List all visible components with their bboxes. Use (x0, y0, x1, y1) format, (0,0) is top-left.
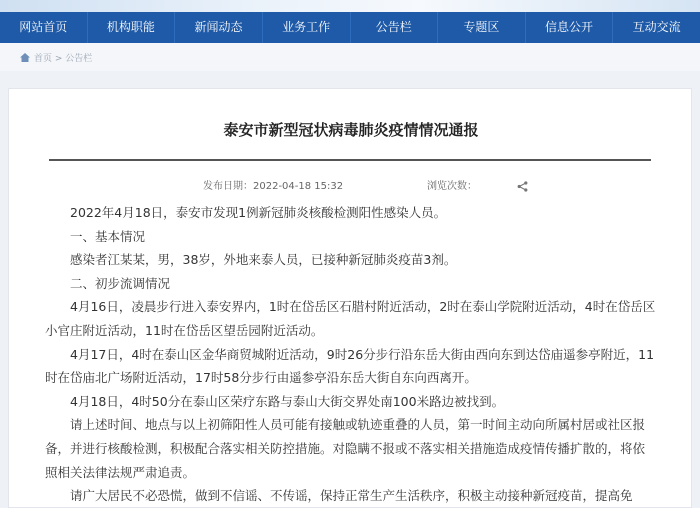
title-divider (49, 159, 651, 161)
views-label: 浏览次数： (427, 181, 477, 192)
article-body (45, 201, 657, 508)
breadcrumb-bar (0, 43, 700, 71)
nav-item-topics[interactable]: 专题区 (438, 12, 526, 43)
article-panel (8, 88, 692, 508)
section-heading: 一、基本情况 (70, 228, 146, 244)
share-icon[interactable] (517, 177, 528, 196)
nav-item-home[interactable]: 网站首页 (0, 12, 88, 43)
article-paragraph: 4月16日，凌晨步行进入泰安界内，1时在岱岳区石腊村附近活动，2时在泰山学院附近活动，4时在岱岳区小官庄附近活动，11时在岱岳区望岳园附近活动。 (45, 299, 656, 338)
main-nav (0, 12, 700, 43)
nav-item-functions[interactable]: 机构职能 (88, 12, 176, 43)
section-heading: 二、初步流调情况 (70, 275, 171, 291)
nav-item-bulletin[interactable]: 公告栏 (351, 12, 439, 43)
publish-date (203, 177, 343, 192)
breadcrumb-text[interactable]: 首页 > 公告栏 (34, 54, 93, 64)
view-count (427, 177, 477, 192)
nav-item-interaction[interactable]: 互动交流 (632, 20, 681, 34)
nav-item-news[interactable]: 新闻动态 (175, 12, 263, 43)
home-icon[interactable] (20, 53, 30, 62)
nav-item-disclosure[interactable]: 信息公开 (526, 12, 614, 43)
article-paragraph: 4月17日，4时在泰山区金华商贸城附近活动，9时26分步行沿东岳大街由西向东到达岱庙遥参亭附近，11时在岱庙北广场附近活动，17时58分步行由遥参亭沿东岳大街自东向西离开。 (45, 346, 655, 386)
breadcrumb (20, 51, 92, 64)
publish-label: 发布日期： (203, 181, 253, 192)
article-paragraph: 感染者江某某，男，38岁，外地来泰人员，已接种新冠肺炎疫苗3剂。 (70, 252, 457, 268)
article-paragraph: 2022年4月18日，泰安市发现1例新冠肺炎核酸检测阳性感染人员。 (70, 205, 447, 220)
nav-item-work[interactable]: 业务工作 (263, 12, 351, 43)
article-paragraph: 请广大居民不必恐慌，做到不信谣、不传谣，保持正常生产生活秩序，积极主动接种新冠疫苗，提高免 (70, 488, 633, 504)
publish-time: 2022-04-18 15:32 (253, 181, 344, 192)
page-title: 泰安市新型冠状病毒肺炎疫情情况通报 (223, 121, 479, 139)
header-banner (0, 0, 700, 12)
article-paragraph: 请上述时间、地点与以上初筛阳性人员可能有接触或轨迹重叠的人员，第一时间主动向所属村居或社区报备，并进行核酸检测，积极配合落实相关防控措施。对隐瞒不报或不落实相关措施造成疫情传播扩散的，将依照相关法律法规严肃追责。 (45, 417, 646, 480)
article-paragraph: 4月18日，4时50分在泰山区荣疗东路与泰山大街交界处南100米路边被找到。 (70, 393, 505, 409)
